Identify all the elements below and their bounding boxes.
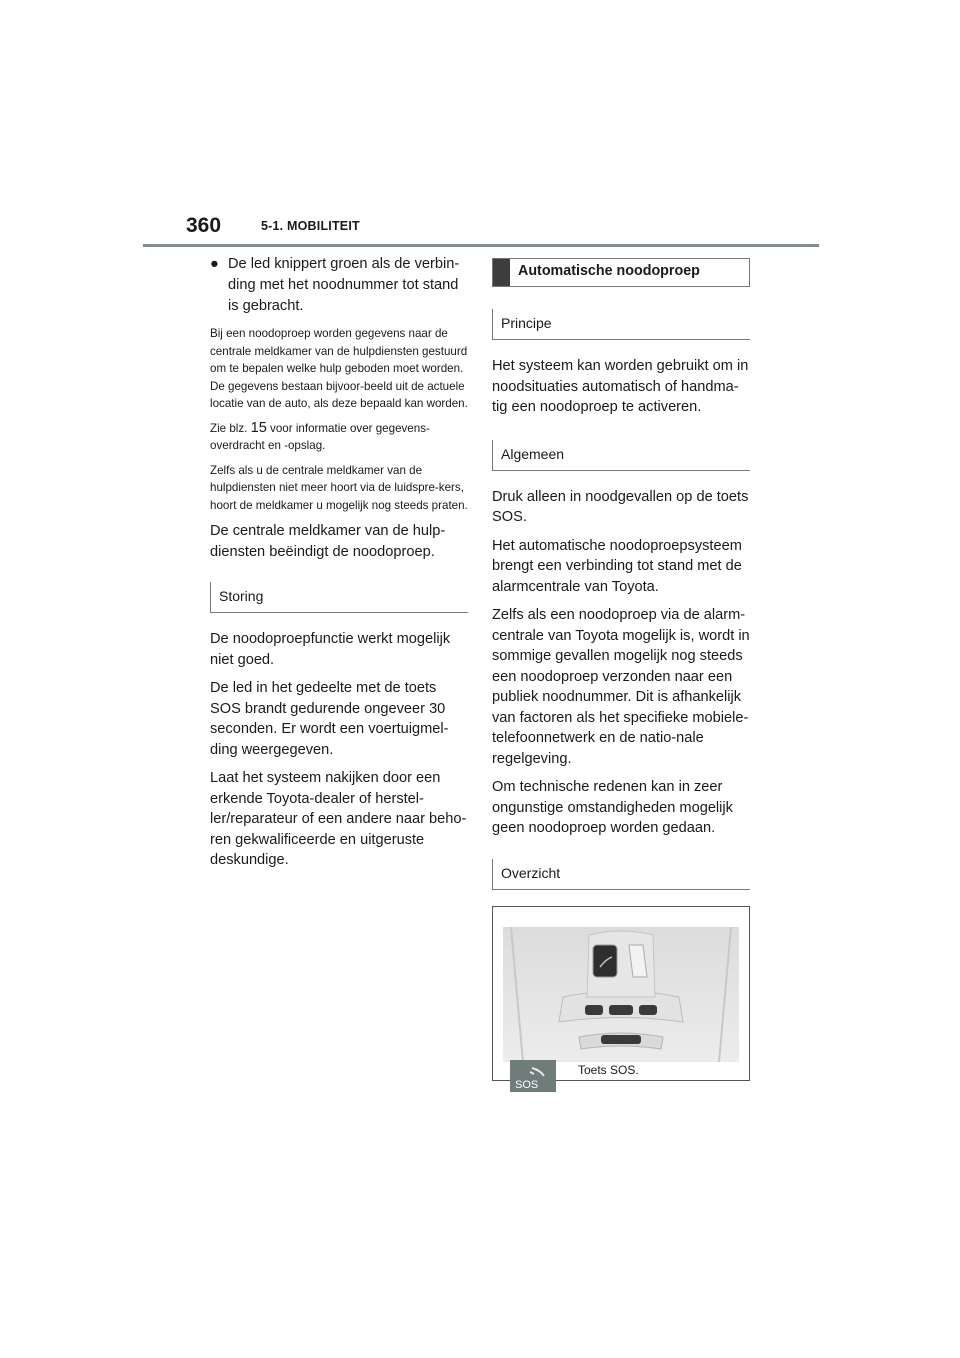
subheading-storing: Storing [210,582,468,613]
section-title: 5-1. MOBILITEIT [261,219,360,233]
body-paragraph: De noodoproepfunctie werkt mogelijk niet goed. [210,631,451,668]
figure-legend [510,1060,750,1094]
left-column [210,254,468,879]
body-paragraph: De centrale meldkamer van de hulp-diensten beëindigt de noodoproep. [210,523,446,560]
legend-text: Toets SOS. [578,1063,639,1077]
page-number: 360 [186,214,222,237]
body-paragraph: Het systeem kan worden gebruikt om in noodsituaties automatisch of handma-tig een noodoproep te activeren. [492,358,749,415]
bullet-item [210,254,468,317]
sos-button-icon [510,1060,556,1092]
subheading-algemeen: Algemeen [492,440,750,471]
note-paragraph-2 [210,420,468,455]
bullet-icon: ● [210,256,219,272]
body-paragraph: De led in het gedeelte met de toets SOS brandt gedurende ongeveer 30 seconden. Er wordt een voertuigmel-ding weergegeven. [210,680,449,758]
main-heading-text: Automatische noodoproep [518,263,700,279]
body-paragraph: Laat het systeem nakijken door een erkende Toyota-dealer of herstel-ler/reparateur of een andere naar beho-ren gekwalificeerde en uitgeruste deskundige. [210,770,467,868]
body-paragraph: Om technische redenen kan in zeer ongunstige omstandigheden mogelijk geen noodoproep worden gedaan. [492,779,733,836]
body-paragraph: Het automatische noodoproepsysteem brengt een verbinding tot stand met de alarmcentrale van Toyota. [492,537,742,595]
body-paragraph: Zelfs als een noodoproep via de alarm-centrale van Toyota mogelijk is, wordt in sommige gevallen mogelijk nog steeds een noodoproep verzonden naar een publiek noodnummer. Dit is afhankelijk van factoren als het specifieke mobiele-telefoonnetwerk en de natio-nale regelgeving. [492,607,750,767]
right-column [492,258,750,1081]
note-paragraph-3: Zelfs als u de centrale meldkamer van de hulpdiensten niet meer hoort via de luidspre-kers, hoort de meldkamer u mogelijk nog steeds praten. [210,463,468,512]
main-heading [492,258,750,287]
heading-marker [493,259,510,286]
note-text: voor informatie over gegevens-overdracht en -opslag. [210,421,430,452]
subheading-principe: Principe [492,309,750,340]
header-rule [143,244,819,247]
note-paragraph-1: Bij een noodoproep worden gegevens naar de centrale meldkamer van de hulpdiensten gestuurd om te bepalen welke hulp geboden moet worden. De gegevens bestaan bijvoor-beeld uit de actuele locatie van de auto, als deze bepaald kan worden. [210,327,468,410]
page-reference: 15 [250,419,267,436]
subheading-overzicht: Overzicht [492,859,750,890]
page-header [0,0,960,250]
overhead-console-photo [503,927,739,1062]
body-paragraph: Druk alleen in noodgevallen op de toets SOS. [492,488,749,525]
note-text: Zie blz. [210,421,251,435]
sos-icon-label: SOS [515,1079,539,1091]
bullet-text: De led knippert groen als de verbin-ding met het noodnummer tot stand is gebracht. [228,256,460,314]
overhead-console-figure [492,906,750,1081]
